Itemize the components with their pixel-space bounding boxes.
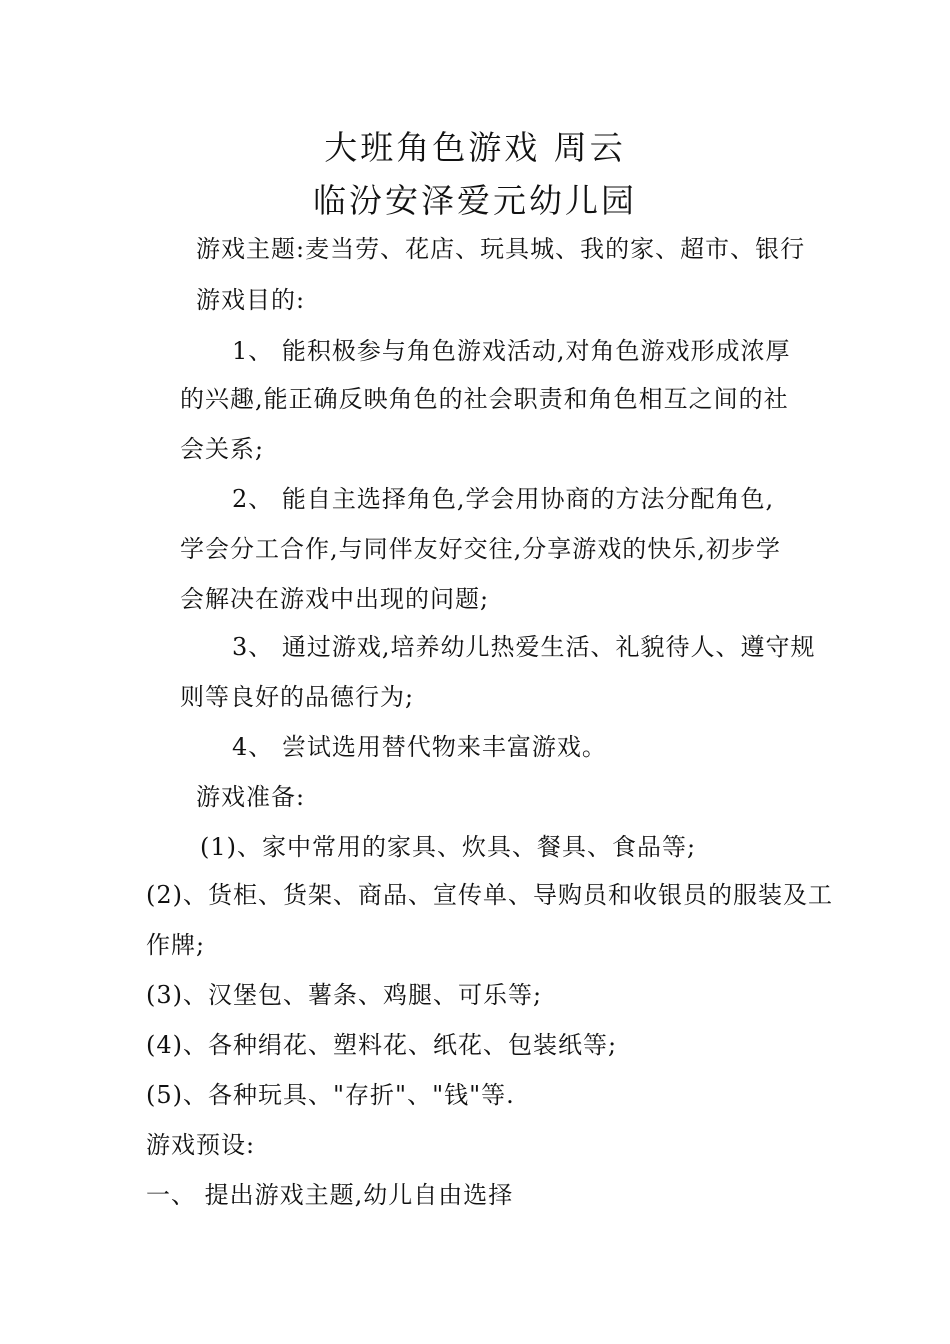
- goal-line: 1、 能积极参与角色游戏活动,对角色游戏形成浓厚: [232, 337, 791, 365]
- prep-heading: 游戏准备:: [196, 783, 306, 811]
- game-theme: 游戏主题:麦当劳、花店、玩具城、我的家、超市、银行: [196, 235, 806, 263]
- preset-item: 一、 提出游戏主题,幼儿自由选择: [146, 1181, 514, 1209]
- goal-line: 的兴趣,能正确反映角色的社会职责和角色相互之间的社: [180, 385, 789, 413]
- goal-line: 会关系;: [180, 435, 265, 463]
- goal-line: 2、 能自主选择角色,学会用协商的方法分配角色,: [232, 485, 775, 513]
- preset-heading: 游戏预设:: [146, 1131, 256, 1159]
- prep-line: (4)、各种绢花、塑料花、纸花、包装纸等;: [146, 1031, 618, 1059]
- kindergarten-name: 临汾安泽爱元幼儿园: [313, 181, 637, 220]
- prep-line: (5)、各种玩具、"存折"、"钱"等.: [146, 1081, 515, 1109]
- prep-line: (2)、货柜、货架、商品、宣传单、导购员和收银员的服装及工: [146, 881, 833, 909]
- document-title: 大班角色游戏 周云: [324, 128, 626, 167]
- goal-line: 则等良好的品德行为;: [180, 683, 415, 711]
- goal-line: 4、 尝试选用替代物来丰富游戏。: [232, 733, 607, 761]
- goal-heading: 游戏目的:: [196, 286, 306, 314]
- prep-line: (1)、家中常用的家具、炊具、餐具、食品等;: [200, 833, 697, 861]
- goal-line: 3、 通过游戏,培养幼儿热爱生活、礼貌待人、遵守规: [232, 633, 816, 661]
- goal-line: 会解决在游戏中出现的问题;: [180, 585, 490, 613]
- prep-line: (3)、汉堡包、薯条、鸡腿、可乐等;: [146, 981, 543, 1009]
- goal-line: 学会分工合作,与同伴友好交往,分享游戏的快乐,初步学: [180, 535, 781, 563]
- prep-line: 作牌;: [146, 931, 206, 959]
